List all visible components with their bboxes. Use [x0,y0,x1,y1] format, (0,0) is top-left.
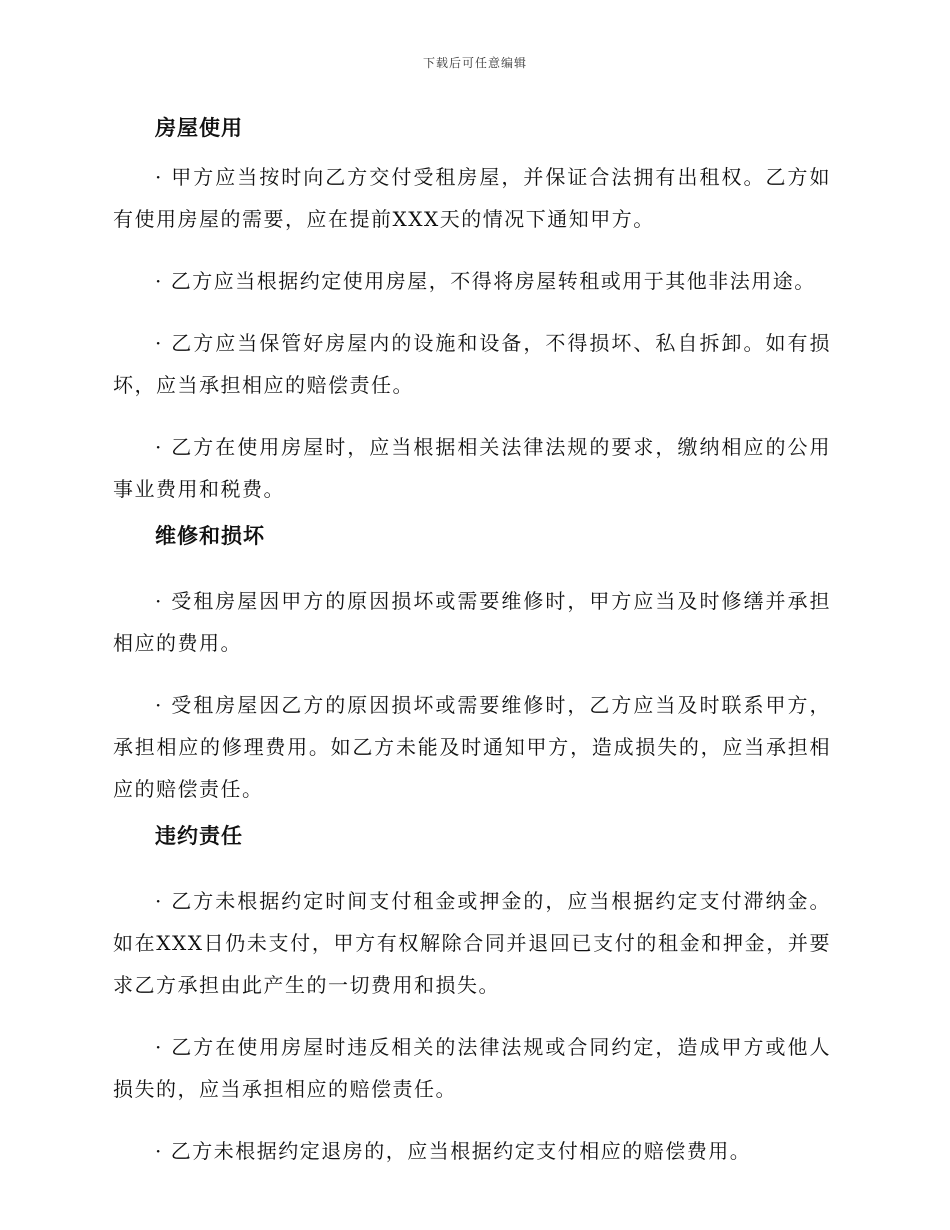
section-heading: 维修和损坏 [155,524,265,548]
section-heading: 房屋使用 [155,116,243,140]
paragraph: · 乙方应当保管好房屋内的设施和设备，不得损坏、私自拆卸。如有损坏，应当承担相应的赔偿责任。 [113,331,831,397]
paragraph: · 受租房屋因甲方的原因损坏或需要维修时，甲方应当及时修缮并承担相应的费用。 [113,589,831,655]
document-body [113,108,831,1178]
paragraph: · 乙方在使用房屋时违反相关的法律法规或合同约定，造成甲方或他人损失的，应当承担相应的赔偿责任。 [113,1035,831,1101]
paragraph: · 乙方在使用房屋时，应当根据相关法律法规的要求，缴纳相应的公用事业费用和税费。 [113,435,831,501]
page-header: 下载后可任意编辑 [422,56,527,70]
section-breach-liability [113,816,831,1172]
paragraph: · 甲方应当按时向乙方交付受租房屋，并保证合法拥有出租权。乙方如有使用房屋的需要，应在提前XXX天的情况下通知甲方。 [113,165,831,231]
section-repair-damage [113,516,831,810]
paragraph: · 乙方未根据约定时间支付租金或押金的，应当根据约定支付滞纳金。如在XXX日仍未支付，甲方有权解除合同并退回已支付的租金和押金，并要求乙方承担由此产生的一切费用和损失。 [113,889,831,997]
paragraph: · 受租房屋因乙方的原因损坏或需要维修时，乙方应当及时联系甲方，承担相应的修理费用。如乙方未能及时通知甲方，造成损失的，应当承担相应的赔偿责任。 [113,693,831,801]
paragraph: · 乙方未根据约定退房的，应当根据约定支付相应的赔偿费用。 [155,1139,752,1163]
section-house-use [113,108,831,510]
section-heading: 违约责任 [155,824,243,848]
paragraph: · 乙方应当根据约定使用房屋，不得将房屋转租或用于其他非法用途。 [155,269,816,293]
